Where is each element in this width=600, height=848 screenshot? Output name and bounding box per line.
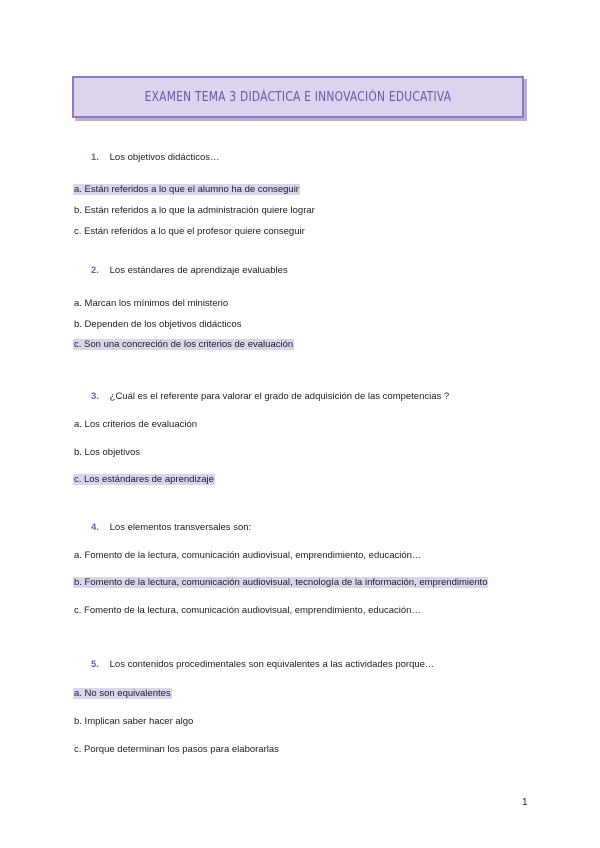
question-text: Los estándares de aprendizaje evaluables (109, 265, 288, 276)
question-text: ¿Cuál es el referente para valorar el grado de adquisición de las competencias ? (109, 391, 450, 402)
option-4c: c. Fomento de la lectura, comunicación audiovisual, emprendimiento, educación… (74, 605, 421, 616)
option-3c: c. Los estándares de aprendizaje (74, 474, 214, 485)
option-5a: a. No son equivalentes (74, 688, 171, 699)
option-3b: b. Los objetivos (74, 447, 141, 458)
question-5 (91, 659, 434, 670)
option-4a: a. Fomento de la lectura, comunicación audiovisual, emprendimiento, educación… (74, 550, 422, 561)
question-number: 1. (91, 152, 99, 163)
title-box (72, 76, 524, 118)
question-3 (91, 391, 449, 402)
option-2b: b. Dependen de los objetivos didácticos (74, 319, 242, 330)
question-number: 3. (91, 391, 99, 402)
option-3a: a. Los criterios de evaluación (74, 419, 198, 430)
option-5c: c. Porque determinan los pasos para elaborarlas (74, 744, 279, 755)
question-number: 5. (91, 659, 99, 670)
question-text: Los elementos transversales son: (109, 522, 252, 533)
document-title: EXAMEN TEMA 3 DIDÁCTICA E INNOVACIÓN EDUCATIVA (144, 89, 452, 105)
option-1c: c. Están referidos a lo que el profesor quiere conseguir (74, 226, 305, 237)
option-1a: a. Están referidos a lo que el alumno ha de conseguir (74, 184, 299, 195)
question-text: Los objetivos didácticos… (109, 152, 220, 163)
question-number: 2. (91, 265, 99, 276)
question-2 (91, 265, 288, 276)
option-1b: b. Están referidos a lo que la administración quiere lograr (74, 205, 315, 216)
question-1 (91, 152, 219, 163)
option-5b: b. Implican saber hacer algo (74, 716, 194, 727)
question-text: Los contenidos procedimentales son equivalentes a las actividades porque… (109, 659, 435, 670)
question-number: 4. (91, 522, 99, 533)
question-4 (91, 522, 251, 533)
option-2a: a. Marcan los mínimos del ministerio (74, 298, 229, 309)
option-4b: b. Fomento de la lectura, comunicación audiovisual, tecnología de la información, emprendimiento (74, 577, 488, 588)
option-2c: c. Son una concreción de los criterios de evaluación (74, 339, 294, 350)
page-number: 1 (522, 797, 528, 808)
